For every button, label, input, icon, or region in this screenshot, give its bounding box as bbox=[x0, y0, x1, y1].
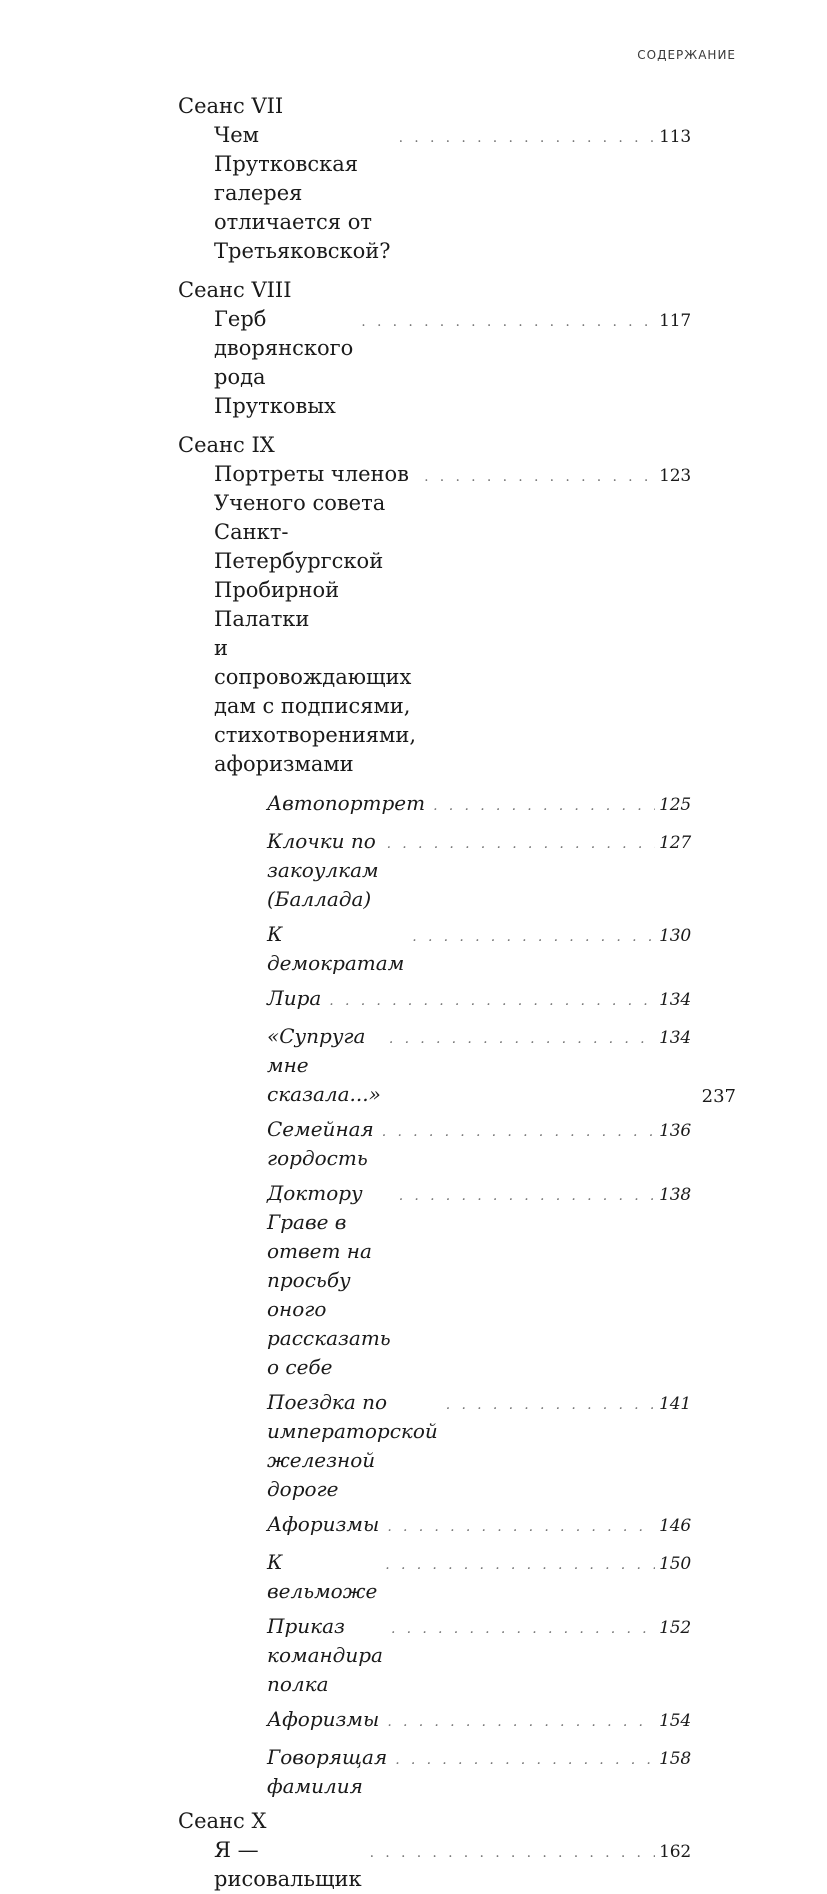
entry-line: Афоризмы bbox=[267, 1707, 380, 1731]
toc-subentry[interactable] bbox=[178, 1743, 691, 1801]
entry-page: 113 bbox=[659, 127, 691, 147]
toc-subentry[interactable] bbox=[178, 1022, 691, 1109]
entry-line: Лира bbox=[267, 986, 322, 1010]
toc-subentry[interactable] bbox=[178, 1510, 691, 1542]
section-title: Сеанс VIII bbox=[178, 278, 292, 302]
toc-entry[interactable] bbox=[178, 1836, 691, 1894]
toc-subentry[interactable] bbox=[178, 920, 691, 978]
toc-subentry[interactable] bbox=[178, 1705, 691, 1737]
entry-title bbox=[214, 1836, 362, 1894]
entry-line: Доктору Граве в ответ на просьбу bbox=[267, 1181, 372, 1292]
section-title: Сеанс X bbox=[178, 1809, 267, 1833]
entry-title bbox=[267, 1115, 374, 1173]
entry-line: Портреты членов Ученого совета bbox=[214, 462, 410, 515]
section-7 bbox=[178, 92, 691, 266]
entry-line: Клочки по закоулкам (Баллада) bbox=[267, 829, 379, 911]
entry-page: 146 bbox=[659, 1516, 691, 1536]
entry-line: К демократам bbox=[267, 922, 405, 975]
entry-title bbox=[214, 305, 353, 421]
dot-leader bbox=[382, 1118, 655, 1147]
toc-subentry[interactable] bbox=[178, 789, 691, 821]
dot-leader bbox=[399, 124, 656, 153]
entry-title bbox=[267, 827, 379, 914]
dot-leader bbox=[446, 1391, 655, 1420]
toc-entry[interactable] bbox=[178, 460, 691, 779]
entry-title bbox=[267, 920, 404, 978]
entry-page: 158 bbox=[659, 1749, 691, 1769]
dot-leader bbox=[399, 1182, 655, 1211]
dot-leader bbox=[424, 463, 655, 492]
toc-entry[interactable] bbox=[178, 305, 691, 421]
entry-line: Приказ командира полка bbox=[267, 1614, 383, 1696]
entry-title bbox=[267, 984, 321, 1013]
entry-page: 154 bbox=[659, 1711, 691, 1731]
entry-line: Герб дворянского рода Прутковых bbox=[214, 307, 354, 418]
dot-leader bbox=[387, 1513, 655, 1542]
toc-subentry[interactable] bbox=[178, 1115, 691, 1173]
toc-subentry[interactable] bbox=[178, 1388, 691, 1504]
entry-page: 134 bbox=[659, 990, 691, 1010]
entry-title bbox=[267, 1179, 391, 1382]
entry-title bbox=[267, 1388, 438, 1504]
dot-leader bbox=[329, 987, 655, 1016]
section-8 bbox=[178, 276, 691, 421]
entry-page: 138 bbox=[659, 1185, 691, 1205]
table-of-contents bbox=[178, 92, 691, 1894]
dot-leader bbox=[412, 923, 655, 952]
entry-title bbox=[267, 1612, 383, 1699]
entry-title bbox=[267, 789, 425, 818]
entry-page: 130 bbox=[659, 926, 691, 946]
toc-subentry[interactable] bbox=[178, 1548, 691, 1606]
entry-line: «Супруга мне сказала...» bbox=[267, 1024, 381, 1106]
dot-leader bbox=[395, 1746, 655, 1775]
entry-page: 152 bbox=[659, 1618, 691, 1638]
toc-subentry[interactable] bbox=[178, 984, 691, 1016]
entry-title bbox=[267, 1548, 377, 1606]
dot-leader bbox=[433, 792, 655, 821]
toc-subentry[interactable] bbox=[178, 1612, 691, 1699]
entry-line: К вельможе bbox=[267, 1550, 378, 1603]
entry-line: Автопортрет bbox=[267, 791, 426, 815]
toc-subentry[interactable] bbox=[178, 1179, 691, 1382]
dot-leader bbox=[361, 308, 655, 337]
dot-leader bbox=[389, 1025, 655, 1054]
running-head: СОДЕРЖАНИЕ bbox=[637, 48, 736, 62]
entry-page: 150 bbox=[659, 1554, 691, 1574]
entry-page: 127 bbox=[659, 833, 691, 853]
entry-line: Я — рисовальщик bbox=[214, 1838, 362, 1891]
entry-line: Афоризмы bbox=[267, 1512, 380, 1536]
entry-title bbox=[267, 1022, 381, 1109]
section-title: Сеанс IX bbox=[178, 433, 275, 457]
entry-line: Говорящая фамилия bbox=[267, 1745, 388, 1798]
entry-page: 162 bbox=[659, 1842, 691, 1862]
entry-line: Чем Прутковская галерея bbox=[214, 123, 358, 205]
toc-entry[interactable] bbox=[178, 121, 691, 266]
page-number: 237 bbox=[701, 1086, 736, 1107]
entry-line: железной дороге bbox=[267, 1448, 376, 1501]
entry-title bbox=[214, 460, 416, 779]
toc-subentry[interactable] bbox=[178, 827, 691, 914]
dot-leader bbox=[387, 1708, 655, 1737]
entry-title bbox=[267, 1510, 379, 1539]
section-10 bbox=[178, 1807, 691, 1894]
entry-page: 141 bbox=[659, 1394, 691, 1414]
entry-title bbox=[214, 121, 391, 266]
entry-page: 125 bbox=[659, 795, 691, 815]
entry-line: отличается от Третьяковской? bbox=[214, 210, 391, 263]
dot-leader bbox=[391, 1615, 655, 1644]
dot-leader bbox=[385, 1551, 655, 1580]
entry-page: 136 bbox=[659, 1121, 691, 1141]
section-9 bbox=[178, 431, 691, 1801]
section-title: Сеанс VII bbox=[178, 94, 284, 118]
entry-line: оного рассказать о себе bbox=[267, 1297, 391, 1379]
entry-title bbox=[267, 1705, 379, 1734]
entry-page: 123 bbox=[659, 466, 691, 486]
entry-line: Санкт-Петербургской Пробирной Палатки bbox=[214, 520, 384, 631]
dot-leader bbox=[370, 1839, 656, 1868]
entry-title bbox=[267, 1743, 387, 1801]
entry-page: 134 bbox=[659, 1028, 691, 1048]
entry-line: и сопровождающих дам с подписями, bbox=[214, 636, 412, 718]
entry-line: стихотворениями, афоризмами bbox=[214, 723, 417, 776]
entry-page: 117 bbox=[659, 311, 691, 331]
dot-leader bbox=[387, 830, 656, 859]
entry-line: Семейная гордость bbox=[267, 1117, 374, 1170]
entry-line: Поездка по императорской bbox=[267, 1390, 438, 1443]
